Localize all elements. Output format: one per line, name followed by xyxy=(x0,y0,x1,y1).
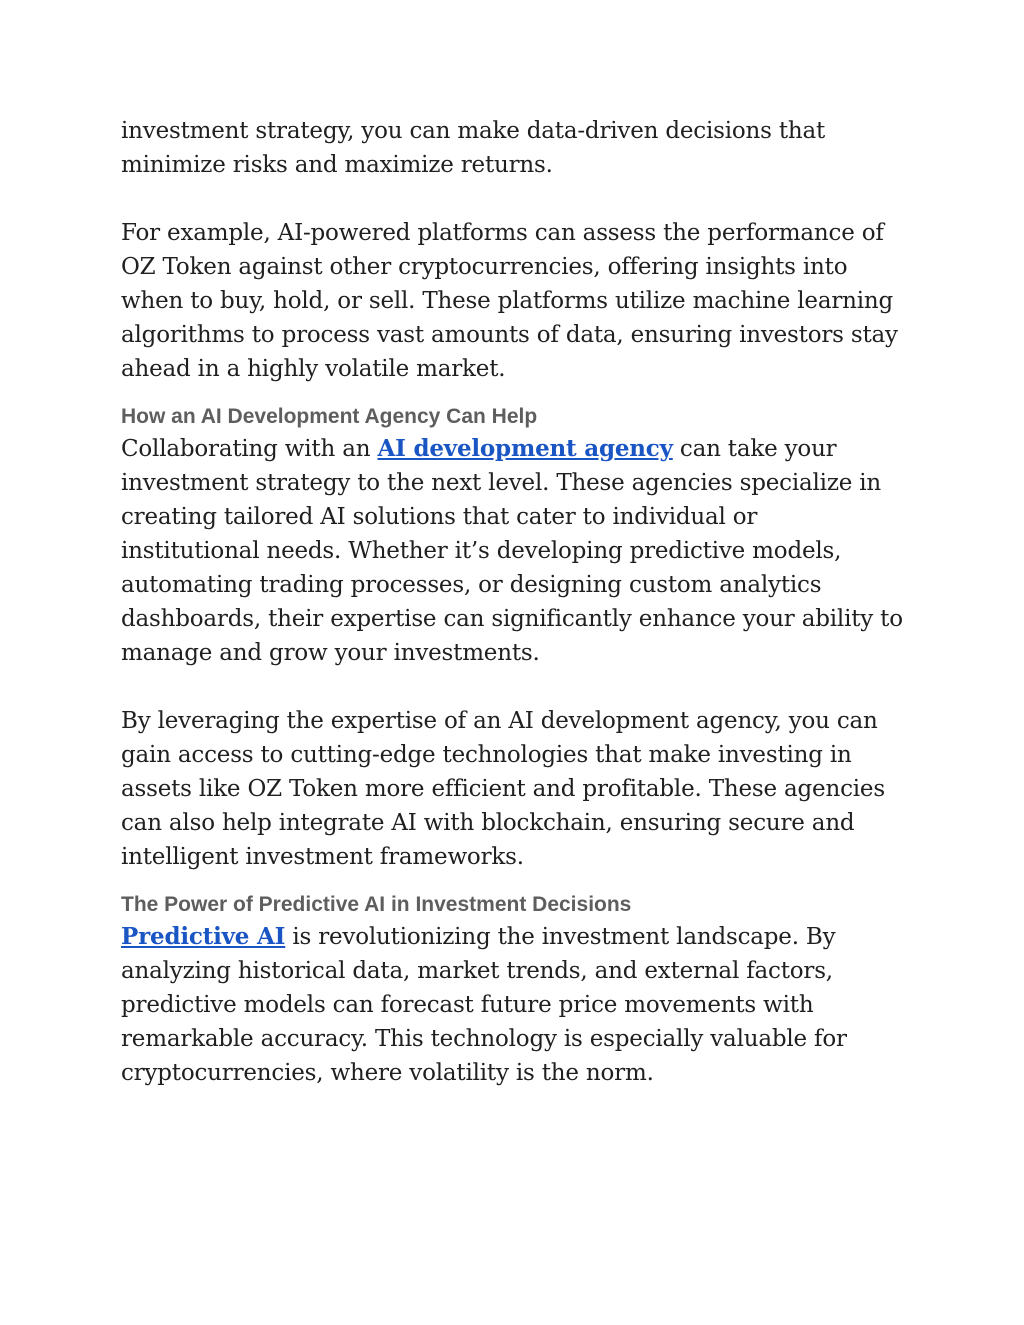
paragraph-example: For example, AI-powered platforms can assess the performance of OZ Token against other cryptocurrencies, offering insights into when to buy, hold, or sell. These platforms utilize machine learning algorithms to process vast amounts of data, ensuring investors stay ahead in a highly volatile market. xyxy=(121,220,898,382)
section-heading-agency: How an AI Development Agency Can Help xyxy=(121,405,538,428)
section-heading-predictive: The Power of Predictive AI in Investment Decisions xyxy=(121,893,632,916)
predictive-ai-link[interactable]: Predictive AI xyxy=(121,923,286,950)
paragraph-predictive xyxy=(121,920,921,1090)
paragraph-collaborating-rest: can take your investment strategy to the next level. These agencies specialize in creating tailored AI solutions that cater to individual or institutional needs. Whether it’s developing predictive models, automating trading processes, or designing custom analytics dashboards, their expertise can significantly enhance your ability to manage and grow your investments. xyxy=(121,436,903,666)
paragraph-leveraging: By leveraging the expertise of an AI development agency, you can gain access to cutting-edge technologies that make investing in assets like OZ Token more efficient and profitable. These agencies can also help integrate AI with blockchain, ensuring secure and intelligent investment frameworks. xyxy=(121,708,885,870)
paragraph-collaborating-lead: Collaborating with an xyxy=(121,436,378,462)
paragraph-collaborating xyxy=(121,432,921,670)
document-page xyxy=(121,114,921,1090)
paragraph-intro-continuation: investment strategy, you can make data-driven decisions that minimize risks and maximize returns. xyxy=(121,118,826,178)
paragraph-predictive-rest: is revolutionizing the investment landscape. By analyzing historical data, market trends, and external factors, predictive models can forecast future price movements with remarkable accuracy. This technology is especially valuable for cryptocurrencies, where volatility is the norm. xyxy=(121,924,847,1086)
ai-development-agency-link[interactable]: AI development agency xyxy=(377,435,673,462)
